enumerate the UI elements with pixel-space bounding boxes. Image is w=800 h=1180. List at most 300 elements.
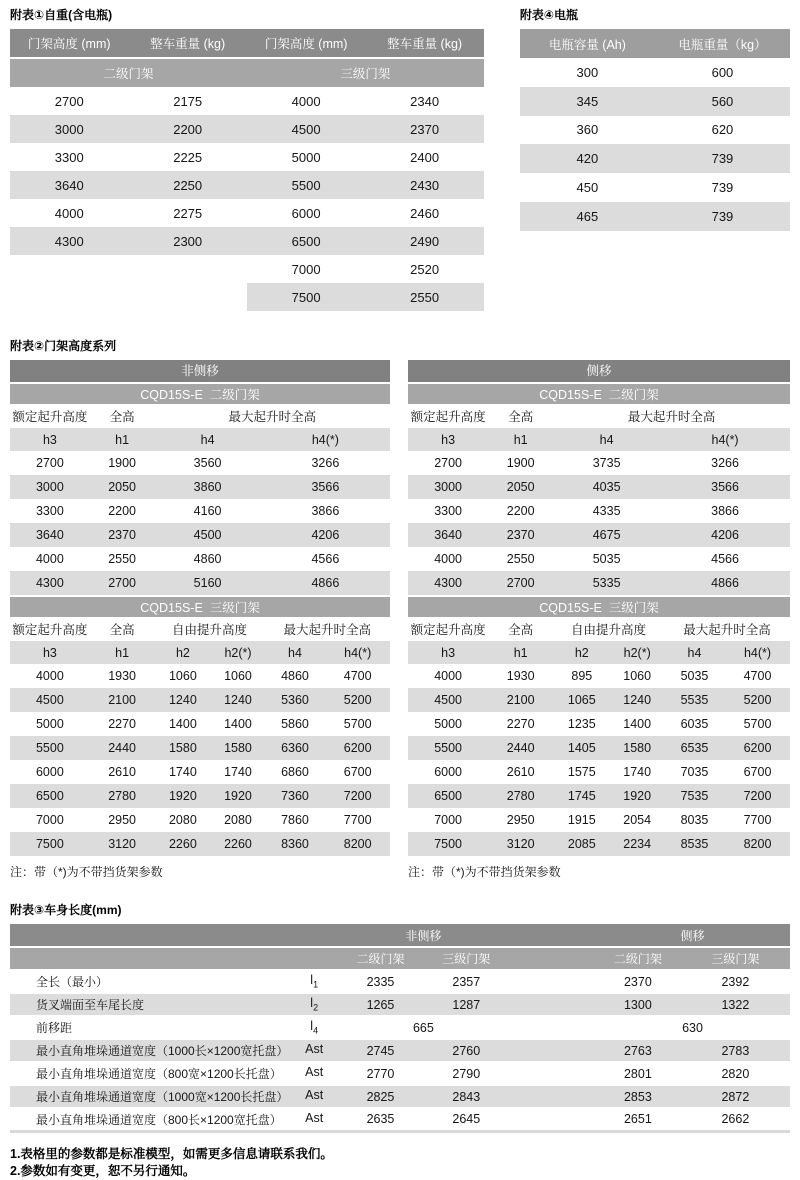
table-cell: 2651 (595, 1108, 681, 1131)
table-cell: 5000 (434, 717, 463, 731)
mast-tables-row (10, 360, 790, 880)
table-cell: 5200 (325, 688, 390, 712)
duplex-mast-table (408, 404, 790, 595)
table-cell: 6500 (10, 784, 90, 808)
group-header: 额定起升高度 (408, 617, 488, 641)
table-cell (509, 970, 595, 993)
table-cell: 5035 (592, 552, 621, 566)
table-cell: 420 (520, 144, 655, 173)
table-cell: 7035 (680, 765, 709, 779)
symbol-cell: Ast (291, 1062, 338, 1085)
table-cell: 1580 (211, 736, 264, 760)
table-cell: 2050 (90, 475, 155, 499)
group-header: 全高 (488, 404, 553, 428)
table-row (10, 736, 390, 760)
triplex-mast-table (10, 617, 390, 856)
code-header: h4(*) (261, 428, 390, 451)
code-header-row (408, 428, 790, 451)
group-header: 非侧移 (338, 924, 510, 947)
mast-block-sideshift (408, 360, 790, 880)
table-cell: 2080 (168, 813, 197, 827)
table-cell: 3300 (54, 149, 84, 165)
code-header-row (408, 641, 790, 664)
table-cell: 1240 (610, 688, 663, 712)
table-cell: 8360 (265, 832, 326, 856)
table-cell: 4000 (434, 669, 463, 683)
triplex-mast-band: CQD15S-E 三级门架 (10, 595, 390, 617)
table-cell: 1405 (553, 736, 610, 760)
code-header: h2 (154, 641, 211, 664)
group-header: 侧移 (595, 924, 790, 947)
table-cell: 1900 (108, 456, 136, 470)
table-cell: 1575 (567, 765, 596, 779)
table-cell: 3266 (711, 456, 739, 470)
table-cell (509, 1085, 595, 1108)
table-cell: 6000 (434, 765, 463, 779)
table-row (10, 475, 390, 499)
table-row (408, 664, 790, 688)
table-cell: 8200 (325, 832, 390, 856)
row-label: 最小直角堆垛通道宽度（800长×1200宽托盘） (10, 1108, 291, 1131)
table-cell: 630 (595, 1016, 790, 1039)
table-cell: 3566 (261, 475, 390, 499)
group-header: 自由提升高度 (154, 617, 264, 641)
table-cell: 4860 (193, 552, 222, 566)
code-header: h3 (408, 428, 488, 451)
table-cell: 465 (520, 202, 655, 231)
table-cell: 2080 (224, 813, 252, 827)
duplex-mast-band: CQD15S-E 二级门架 (10, 382, 390, 404)
table-cell: 3866 (711, 504, 739, 518)
table-cell: 2275 (173, 205, 203, 221)
table-cell: 3000 (10, 475, 90, 499)
code-header: h4 (154, 428, 260, 451)
table-cell: 6000 (291, 205, 321, 221)
table-cell: 6360 (265, 736, 326, 760)
table-cell: 8200 (725, 832, 790, 856)
code-header: h1 (90, 641, 155, 664)
triplex-mast-band: CQD15S-E 三级门架 (408, 595, 790, 617)
table-row (10, 1039, 790, 1062)
table-cell: 2790 (423, 1062, 509, 1085)
battery-table (520, 29, 790, 231)
table-cell: 2700 (54, 93, 84, 109)
code-header: h2 (553, 641, 610, 664)
table-row (10, 171, 484, 199)
table-cell: 2260 (211, 832, 264, 856)
table-cell: 1065 (553, 688, 610, 712)
table-cell: 7000 (291, 261, 321, 277)
table-cell: 1580 (154, 736, 211, 760)
code-header: h1 (90, 428, 155, 451)
group-header: 最大起升时全高 (664, 617, 790, 641)
table-cell: 2335 (338, 970, 424, 993)
table-cell: 2763 (595, 1039, 681, 1062)
table-row (10, 451, 390, 475)
group-header: 额定起升高度 (10, 617, 90, 641)
table-cell: 2843 (423, 1085, 509, 1108)
table-cell: 4300 (10, 571, 90, 595)
table-cell: 2820 (681, 1062, 790, 1085)
table-cell: 360 (576, 122, 599, 138)
table-cell: 7500 (247, 283, 365, 311)
table-cell: 2460 (410, 205, 440, 221)
table-cell: 2780 (488, 784, 553, 808)
table-row (10, 1085, 790, 1108)
table-cell: 2770 (338, 1062, 424, 1085)
table-cell: 4206 (261, 523, 390, 547)
table-row (10, 283, 484, 311)
table-cell: 3266 (311, 456, 340, 470)
mast-type-header: 三级门架 (423, 947, 509, 970)
table-cell (128, 283, 246, 311)
battery-table-block (520, 6, 790, 231)
table-cell (509, 1016, 595, 1039)
table-cell: 5360 (265, 688, 326, 712)
table-cell: 2050 (488, 475, 553, 499)
table4-title: 附表④电瓶 (519, 8, 578, 22)
table-cell: 4000 (35, 669, 64, 683)
table-row (520, 144, 790, 173)
table-row (408, 499, 790, 523)
mast-type-header: 二级门架 (10, 58, 247, 87)
table-cell: 1580 (610, 736, 663, 760)
table-cell: 560 (655, 87, 790, 116)
table-cell: 7000 (434, 813, 463, 827)
table-cell: 2872 (681, 1085, 790, 1108)
column-header: 整车重量 (kg) (128, 29, 246, 58)
table-row (408, 712, 790, 736)
code-header: h3 (10, 428, 90, 451)
top-row (10, 6, 790, 311)
empty-header (509, 947, 595, 970)
empty-header (509, 924, 595, 947)
table-cell: 2550 (506, 552, 535, 566)
table-cell: 5700 (743, 717, 772, 731)
table3-subheader-row (10, 947, 790, 970)
table-cell: 5535 (664, 688, 725, 712)
table-cell: 6700 (743, 765, 772, 779)
table-cell: 5000 (35, 717, 64, 731)
table-row (10, 760, 390, 784)
table-cell: 4866 (261, 571, 390, 595)
table-row (408, 808, 790, 832)
table-cell: 7860 (281, 813, 309, 827)
table-cell: 7360 (265, 784, 326, 808)
table-row (408, 475, 790, 499)
table-row (10, 1016, 790, 1039)
table-cell: 3300 (35, 504, 64, 518)
table-cell: 1060 (224, 669, 252, 683)
table-cell (509, 1062, 595, 1085)
table-cell: 7000 (35, 813, 64, 827)
table-cell: 2853 (595, 1085, 681, 1108)
table-row (520, 58, 790, 87)
table-cell: 2440 (488, 736, 553, 760)
table-cell: 7500 (408, 832, 488, 856)
code-header: h4(*) (325, 641, 390, 664)
table-cell: 1745 (553, 784, 610, 808)
table-row (10, 143, 484, 171)
code-header: h4(*) (660, 428, 790, 451)
table-cell: 4000 (291, 93, 321, 109)
table-cell: 739 (655, 144, 790, 173)
table-cell: 4206 (660, 523, 790, 547)
mast-block-non-sideshift (10, 360, 390, 880)
symbol-cell: $l_2$ (291, 993, 338, 1016)
table-row (10, 227, 484, 255)
table-cell: 6860 (281, 765, 309, 779)
table-row (10, 255, 484, 283)
table-cell: 1920 (211, 784, 264, 808)
table1-header-row (10, 29, 484, 58)
table-cell: 2270 (108, 717, 136, 731)
table-row (520, 87, 790, 116)
table-cell: 2700 (90, 571, 155, 595)
table-cell: 2085 (553, 832, 610, 856)
table-row (520, 202, 790, 231)
table-row (10, 784, 390, 808)
self-weight-table (10, 29, 484, 311)
table-cell: 450 (576, 180, 599, 196)
table-cell: 6200 (325, 736, 390, 760)
table-cell: 4335 (592, 504, 621, 518)
table-cell: 2200 (128, 115, 246, 143)
table-cell: 1060 (623, 669, 652, 683)
code-header: h1 (488, 428, 553, 451)
table-cell: 2175 (173, 93, 203, 109)
table-cell: 3120 (90, 832, 155, 856)
table-cell: 3566 (660, 475, 790, 499)
table-cell: 5500 (247, 171, 365, 199)
table-cell: 4500 (247, 115, 365, 143)
table-cell (10, 255, 128, 283)
sideshift-band: 侧移 (408, 360, 790, 382)
table-cell: 1740 (623, 765, 652, 779)
table-cell: 2370 (365, 115, 483, 143)
group-header-row (10, 617, 390, 641)
table-cell: 2520 (410, 261, 440, 277)
table-cell: 2700 (488, 571, 553, 595)
table-cell: 1930 (506, 669, 535, 683)
table-cell: 4500 (408, 688, 488, 712)
table-cell: 1240 (211, 688, 264, 712)
table-cell: 4500 (154, 523, 260, 547)
table-cell: 3300 (434, 504, 463, 518)
table-row (408, 571, 790, 595)
table-cell: 739 (711, 180, 734, 196)
table-cell: 3120 (488, 832, 553, 856)
table-cell: 3640 (408, 523, 488, 547)
table-cell: 7500 (10, 832, 90, 856)
table-cell: 2662 (681, 1108, 790, 1131)
footer-line: 1.表格里的参数都是标准模型，如需更多信息请联系我们。 (10, 1146, 333, 1161)
column-header: 门架高度 (mm) (247, 29, 365, 58)
table-cell: 4566 (311, 552, 340, 566)
table-cell: 6500 (408, 784, 488, 808)
table-row (10, 808, 390, 832)
table-cell: 3866 (311, 504, 340, 518)
table-cell: 4300 (10, 227, 128, 255)
table-cell: 5700 (343, 717, 372, 731)
code-header: h3 (10, 641, 90, 664)
mast-type-header: 二级门架 (595, 947, 681, 970)
symbol-cell: Ast (291, 1108, 338, 1131)
row-label: 全长（最小） (10, 970, 291, 993)
table-cell: 4000 (434, 552, 463, 566)
table-cell: 739 (655, 202, 790, 231)
column-header: 电瓶容量 (Ah) (520, 29, 655, 58)
table-row (520, 116, 790, 145)
table-cell: 5160 (154, 571, 260, 595)
table-cell (509, 1108, 595, 1131)
duplex-mast-band: CQD15S-E 二级门架 (408, 382, 790, 404)
footer-line: 2.参数如有变更，恕不另行通知。 (10, 1163, 196, 1178)
table-cell: 4675 (553, 523, 660, 547)
table-cell: 4700 (743, 669, 772, 683)
table-cell: 2610 (506, 765, 535, 779)
table-cell: 2200 (506, 504, 535, 518)
group-header: 最大起升时全高 (154, 404, 390, 428)
table-row (408, 451, 790, 475)
symbol-cell: $l_4$ (291, 1016, 338, 1039)
table-cell: 2825 (338, 1085, 424, 1108)
row-label: 最小直角堆垛通道宽度（1000长×1200宽托盘） (10, 1039, 291, 1062)
table-row (10, 664, 390, 688)
table-cell: 2357 (423, 970, 509, 993)
group-header: 全高 (90, 617, 155, 641)
table-cell: 3640 (10, 171, 128, 199)
table-cell: 2550 (365, 283, 483, 311)
table-cell: 1915 (567, 813, 596, 827)
table-row (520, 173, 790, 202)
table-cell: 1740 (224, 765, 252, 779)
group-header-row (10, 404, 390, 428)
table-cell: 4700 (343, 669, 372, 683)
table-cell: 6500 (247, 227, 365, 255)
table-cell: 7700 (343, 813, 372, 827)
table-row (10, 1062, 790, 1085)
table-cell: 2392 (681, 970, 790, 993)
table-cell: 3000 (408, 475, 488, 499)
table-cell: 2745 (338, 1039, 424, 1062)
code-header: h4 (553, 428, 660, 451)
group-header-row (408, 404, 790, 428)
table-row (10, 523, 390, 547)
empty-header (10, 924, 338, 947)
table-cell: 2801 (595, 1062, 681, 1085)
table3-group-header-row (10, 924, 790, 947)
group-header: 额定起升高度 (408, 404, 488, 428)
table-cell (10, 283, 128, 311)
table-cell: 2550 (108, 552, 136, 566)
table-row (10, 571, 390, 595)
column-header: 门架高度 (mm) (10, 29, 128, 58)
table-cell: 1235 (567, 717, 596, 731)
table-cell: 1900 (506, 456, 535, 470)
table-cell: 2250 (128, 171, 246, 199)
mast-type-header: 二级门架 (338, 947, 424, 970)
table-cell: 6700 (343, 765, 372, 779)
table-cell: 5335 (553, 571, 660, 595)
table-cell: 1920 (610, 784, 663, 808)
footer-notes (10, 1146, 790, 1180)
symbol-cell: $l_1$ (291, 970, 338, 993)
empty-header (10, 947, 338, 970)
table-cell: 2400 (410, 149, 440, 165)
table3-title: 附表③车身长度(mm) (10, 903, 122, 917)
table-cell: 2234 (610, 832, 663, 856)
table-cell: 2490 (365, 227, 483, 255)
table-cell: 5860 (281, 717, 309, 731)
table-cell: 345 (520, 87, 655, 116)
code-header: h4 (265, 641, 326, 664)
table-row (10, 712, 390, 736)
table-cell: 2100 (488, 688, 553, 712)
table-cell: 5035 (680, 669, 709, 683)
group-header: 额定起升高度 (10, 404, 90, 428)
table-row (10, 199, 484, 227)
table-cell: 1287 (423, 993, 509, 1016)
code-header-row (10, 428, 390, 451)
table-cell: 1400 (623, 717, 652, 731)
section2-title: 附表②门架高度系列 (10, 339, 117, 353)
table-row (408, 784, 790, 808)
table-cell (128, 255, 246, 283)
table-cell: 2225 (173, 149, 203, 165)
table-cell: 620 (711, 122, 734, 138)
table-row (10, 1108, 790, 1131)
table-cell: 2340 (410, 93, 440, 109)
column-header: 电瓶重量（kg） (655, 29, 790, 58)
group-header: 最大起升时全高 (553, 404, 790, 428)
table-cell: 5000 (291, 149, 321, 165)
table-cell: 4000 (35, 552, 64, 566)
table-cell: 1265 (338, 993, 424, 1016)
footnote: 注：带（*)为不带挡货架参数 (10, 865, 163, 879)
table-cell: 4035 (553, 475, 660, 499)
table-row (408, 523, 790, 547)
table-cell: 7700 (743, 813, 772, 827)
table-cell: 600 (711, 64, 734, 80)
symbol-cell: Ast (291, 1039, 338, 1062)
table-row (408, 760, 790, 784)
table-cell: 2440 (90, 736, 155, 760)
symbol-cell: Ast (291, 1085, 338, 1108)
table-cell: 2100 (90, 688, 155, 712)
table-cell: 1930 (108, 669, 136, 683)
table-cell: 665 (338, 1016, 510, 1039)
footnote: 注：带（*)为不带挡货架参数 (408, 865, 561, 879)
table-cell: 1920 (154, 784, 211, 808)
table-cell: 4000 (54, 205, 84, 221)
table-cell: 4500 (10, 688, 90, 712)
table-row (408, 547, 790, 571)
table-row (408, 688, 790, 712)
triplex-mast-table (408, 617, 790, 856)
group-header: 全高 (488, 617, 553, 641)
group-header: 自由提升高度 (553, 617, 664, 641)
table-cell: 6535 (664, 736, 725, 760)
table-cell: 3560 (193, 456, 222, 470)
group-header: 最大起升时全高 (265, 617, 390, 641)
table-row (10, 832, 390, 856)
table-cell: 300 (576, 64, 599, 80)
table-cell: 895 (571, 669, 593, 683)
table-row (10, 970, 790, 993)
table-cell: 6035 (680, 717, 709, 731)
table-cell: 2370 (90, 523, 155, 547)
